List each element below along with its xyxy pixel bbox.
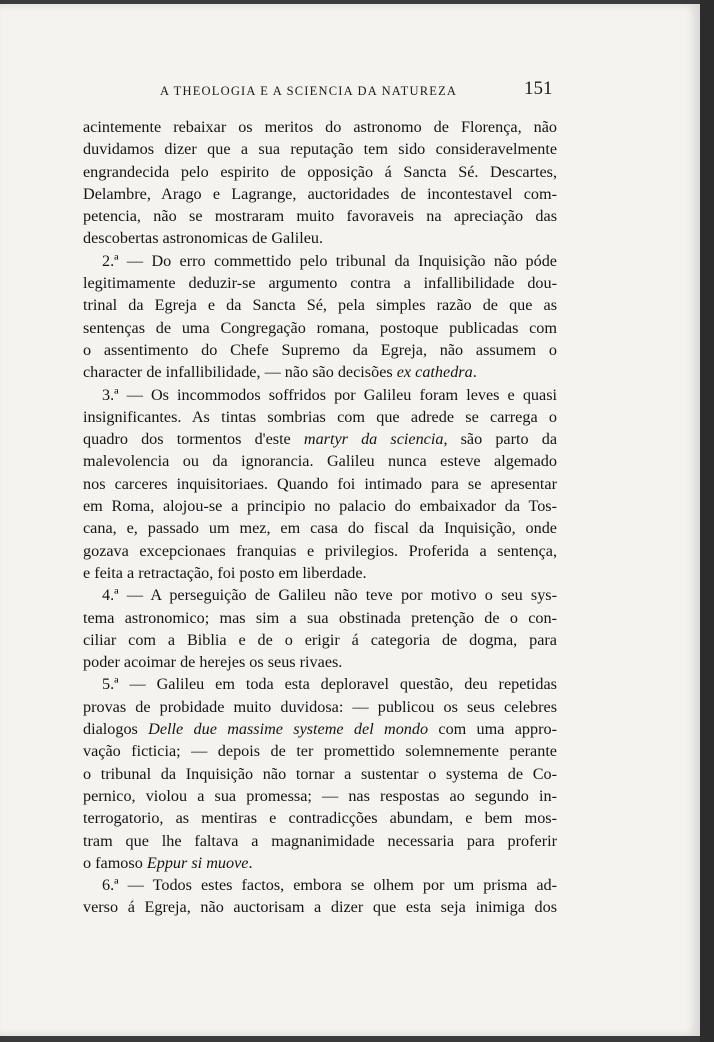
text-line: malevolencia ou da ignorancia. Galileu nunca esteve algemado: [83, 452, 557, 471]
text-line: duvidamos dizer que a sua reputação tem sido consideravelmente: [83, 140, 557, 159]
text-line: engrandecida pelo espirito de opposição á Sancta Sé. Descartes,: [83, 162, 557, 181]
text-line: terrogatorio, as mentiras e contradicções abundam, e bem mos-: [83, 809, 557, 828]
text-line: 5.ª — Galileu em toda esta deploravel questão, deu repetidas: [102, 675, 557, 694]
text-line: 4.ª — A perseguição de Galileu não teve por motivo o seu sys-: [102, 586, 557, 605]
text-line: e feita a retractação, foi posto em liberdade.: [83, 563, 367, 582]
text-line: trinal da Egreja e da Sancta Sé, pela simples razão de que as: [83, 296, 557, 315]
text-line: cana, e, passado um mez, em casa do fiscal da Inquisição, onde: [83, 519, 557, 538]
text-line: tema astronomico; mas sim a sua obstinada pretenção de o con-: [83, 608, 557, 627]
text-line: quadro dos tormentos d'este martyr da sciencia, são parto da: [83, 430, 557, 449]
text-line: poder acoimar de herejes os seus rivaes.: [83, 653, 343, 672]
text-line: provas de probidade muito duvidosa: — publicou os seus celebres: [83, 697, 557, 716]
text-line: tram que lhe faltava a magnanimidade necessaria para proferir: [83, 831, 557, 850]
text-line: sentenças de uma Congregação romana, postoque publicadas com: [83, 318, 557, 337]
text-line: vação ficticia; — depois de ter promettido solemnemente perante: [83, 742, 557, 761]
text-line: Delambre, Arago e Lagrange, auctoridades de incontestavel com-: [83, 184, 557, 203]
text-line: dialogos Delle due massime systeme del mondo com uma appro-: [83, 720, 557, 739]
text-line: gozava excepcionaes franquias e privilegios. Proferida a sentença,: [83, 541, 557, 560]
text-line: character de infallibilidade, — não são decisões ex cathedra.: [83, 363, 477, 382]
body-text: [83, 116, 557, 919]
text-line: descobertas astronomicas de Galileu.: [83, 229, 324, 248]
running-title: A THEOLOGIA E A SCIENCIA DA NATUREZA: [160, 84, 458, 98]
text-line: acintemente rebaixar os meritos do astronomo de Florença, não: [83, 118, 557, 136]
text-line: petencia, não se mostraram muito favoraveis na apreciação das: [83, 207, 557, 226]
text-line: o assentimento do Chefe Supremo da Egreja, não assumem o: [83, 340, 557, 359]
text-line: o famoso Eppur si muove.: [83, 853, 253, 872]
text-line: o tribunal da Inquisição não tornar a sustentar o systema de Co-: [83, 764, 557, 783]
text-line: 2.ª — Do erro commettido pelo tribunal da Inquisição não póde: [102, 251, 557, 270]
text-line: 3.ª — Os incommodos soffridos por Galileu foram leves e quasi: [102, 385, 557, 404]
text-line: ciliar com a Biblia e de o erigir á categoria de dogma, para: [83, 630, 557, 649]
text-line: pernico, violou a sua promessa; — nas respostas ao segundo in-: [83, 786, 557, 805]
text-line: legitimamente deduzir-se argumento contra a infallibilidade dou-: [83, 274, 557, 293]
page-number: 151: [524, 78, 553, 99]
text-line: insignificantes. As tintas sombrias com que adrede se carrega o: [83, 407, 557, 426]
text-line: 6.ª — Todos estes factos, embora se olhem por um prisma ad-: [102, 876, 557, 895]
text-line: nos carceres inquisitoriaes. Quando foi intimado para se apresentar: [83, 474, 557, 493]
text-line: verso á Egreja, não auctorisam a dizer que esta seja inimiga dos: [83, 898, 557, 917]
text-line: em Roma, alojou-se a principio no palacio do embaixador da Tos-: [83, 497, 557, 516]
book-page: [0, 4, 700, 1036]
page-edge-shadow: [700, 0, 714, 1042]
